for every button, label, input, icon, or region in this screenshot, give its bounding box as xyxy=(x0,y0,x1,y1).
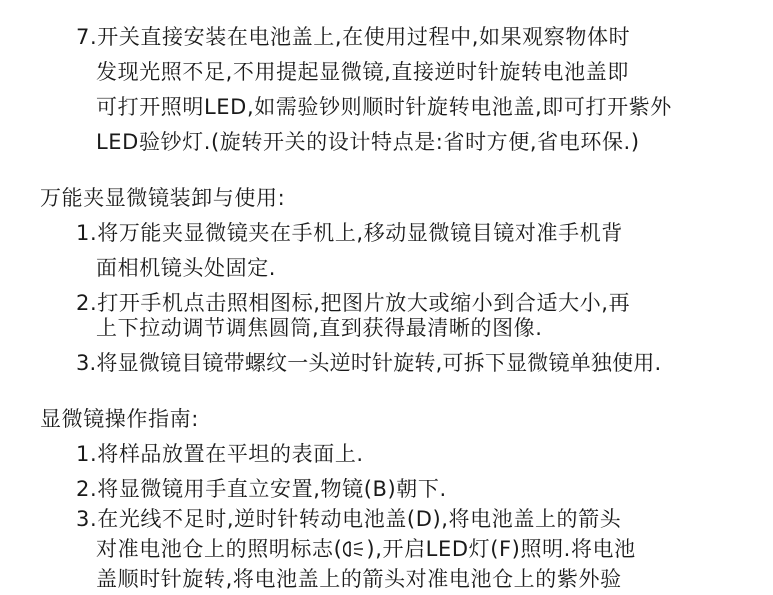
clip-item-3-line-1: 3.将显微镜目镜带螺纹一头逆时针旋转,可拆下显微镜单独使用. xyxy=(76,351,662,375)
guide-item-3-line-2-part-b: ),开启LED灯(F)照明.将电池 xyxy=(366,537,636,561)
item-7-line-3: 可打开照明LED,如需验钞则顺时针旋转电池盖,即可打开紫外 xyxy=(96,95,672,119)
guide-item-1: 1.将样品放置在平坦的表面上. xyxy=(76,442,364,466)
clip-item-1-line-2: 面相机镜头处固定. xyxy=(96,256,277,280)
guide-section-heading: 显微镜操作指南: xyxy=(40,407,199,431)
item-7-line-2: 发现光照不足,不用提起显微镜,直接逆时针旋转电池盖即 xyxy=(96,60,629,84)
lighting-symbol-icon xyxy=(343,537,365,567)
clip-section-heading: 万能夹显微镜装卸与使用: xyxy=(40,186,286,210)
clip-item-2-line-1: 2.打开手机点击照相图标,把图片放大或缩小到合适大小,再 xyxy=(76,291,631,315)
clip-item-1-line-1: 1.将万能夹显微镜夹在手机上,移动显微镜目镜对准手机背 xyxy=(76,221,623,245)
item-7-line-4: LED验钞灯.(旋转开关的设计特点是:省时方便,省电环保.) xyxy=(96,130,640,154)
guide-item-3-line-3: 盖顺时针旋转,将电池盖上的箭头对准电池仓上的紫外验 xyxy=(96,567,622,591)
guide-item-3-line-2-part-a: 对准电池仓上的照明标志( xyxy=(96,537,343,561)
clip-item-2-line-2: 上下拉动调节调焦圆筒,直到获得最清晰的图像. xyxy=(96,316,543,340)
guide-item-3-line-1: 3.在光线不足时,逆时针转动电池盖(D),将电池盖上的箭头 xyxy=(76,507,622,531)
guide-item-2: 2.将显微镜用手直立安置,物镜(B)朝下. xyxy=(76,477,447,501)
guide-item-3-line-2 xyxy=(96,534,636,567)
item-7-line-1: 7.开关直接安装在电池盖上,在使用过程中,如果观察物体时 xyxy=(76,25,631,49)
